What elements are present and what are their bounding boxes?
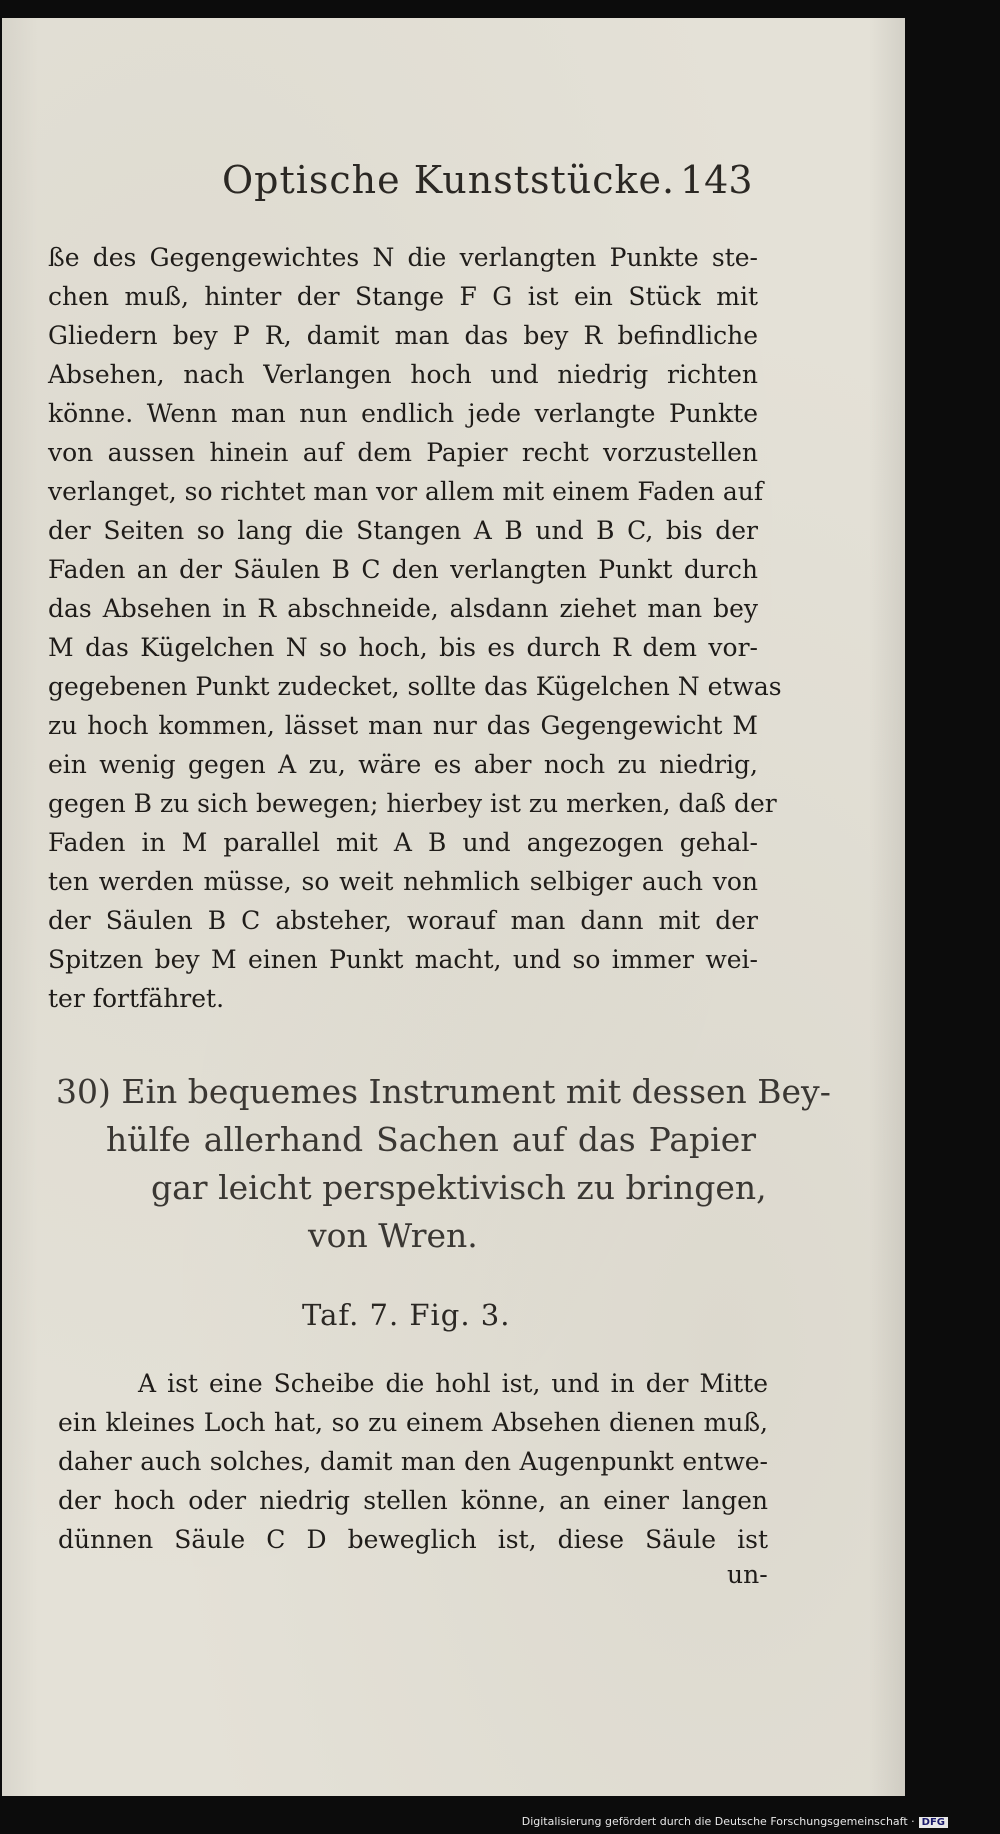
heading-line: hülfe allerhand Sachen auf das Papier: [106, 1120, 756, 1159]
paragraph-continued: [48, 238, 782, 1018]
text-line: daher auch solches, damit man den Augenpunkt entwe-: [58, 1447, 768, 1476]
text-line: Spitzen bey M einen Punkt macht, und so immer wei-: [48, 945, 758, 974]
text-line: A ist eine Scheibe die hohl ist, und in der Mitte: [138, 1369, 768, 1398]
text-line: zu hoch kommen, lässet man nur das Gegengewicht M: [48, 711, 758, 740]
running-title: Optische Kunststücke.: [222, 158, 676, 202]
text-line: M das Kügelchen N so hoch, bis es durch R dem vor-: [48, 633, 758, 662]
catchword: un-: [727, 1560, 768, 1589]
text-line: gegebenen Punkt zudecket, sollte das Kügelchen N etwas: [48, 672, 782, 701]
dfg-logo: DFG: [919, 1817, 948, 1828]
text-line: das Absehen in R abschneide, alsdann ziehet man bey: [48, 594, 758, 623]
text-line: Faden in M parallel mit A B und angezogen gehal-: [48, 828, 758, 857]
text-line: Faden an der Säulen B C den verlangten Punkt durch: [48, 555, 758, 584]
text-line: der Seiten so lang die Stangen A B und B C, bis der: [48, 516, 758, 545]
heading-line: von Wren.: [308, 1216, 478, 1255]
text-line: ße des Gegengewichtes N die verlangten Punkte ste-: [48, 243, 758, 272]
text-line: chen muß, hinter der Stange F G ist ein Stück mit: [48, 282, 758, 311]
text-line: ein kleines Loch hat, so zu einem Absehen dienen muß,: [58, 1408, 768, 1437]
page-header: [2, 158, 905, 208]
text-line: Absehen, nach Verlangen hoch und niedrig richten: [48, 360, 758, 389]
credit-text: Digitalisierung gefördert durch die Deutsche Forschungsgemeinschaft ·: [521, 1815, 915, 1828]
text-line: von aussen hinein auf dem Papier recht vorzustellen: [48, 438, 758, 467]
heading-line: gar leicht perspektivisch zu bringen,: [151, 1168, 767, 1207]
section-heading: [56, 1068, 831, 1260]
digitization-credit: [522, 1815, 948, 1828]
heading-line: 30) Ein bequemes Instrument mit dessen Bey-: [56, 1072, 831, 1111]
text-line: der Säulen B C absteher, worauf man dann mit der: [48, 906, 758, 935]
plate-reference: Taf. 7. Fig. 3.: [302, 1298, 511, 1332]
text-line: verlanget, so richtet man vor allem mit einem Faden auf: [48, 477, 764, 506]
text-line: ter fortfähret.: [48, 984, 225, 1013]
text-line: der hoch oder niedrig stellen könne, an einer langen: [58, 1486, 768, 1515]
text-line: ten werden müsse, so weit nehmlich selbiger auch von: [48, 867, 758, 896]
page-number: 143: [680, 158, 753, 202]
text-line: ein wenig gegen A zu, wäre es aber noch zu niedrig,: [48, 750, 758, 779]
text-line: dünnen Säule C D beweglich ist, diese Säule ist: [58, 1525, 768, 1554]
paragraph-new: [58, 1364, 768, 1559]
text-line: Gliedern bey P R, damit man das bey R befindliche: [48, 321, 758, 350]
text-line: gegen B zu sich bewegen; hierbey ist zu merken, daß der: [48, 789, 777, 818]
book-page: [2, 18, 905, 1796]
text-line: könne. Wenn man nun endlich jede verlangte Punkte: [48, 399, 758, 428]
